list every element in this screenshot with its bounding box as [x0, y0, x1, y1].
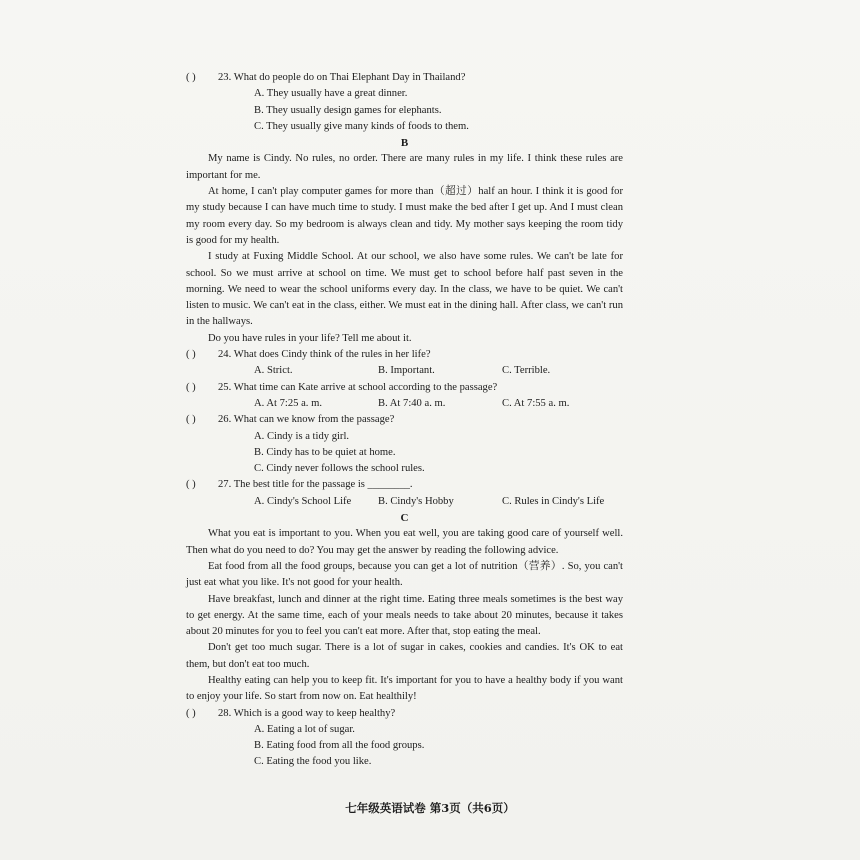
passage-c-paragraph: What you eat is important to you. When you eat well, you are taking good care of yourself well. Then what do you need to do? You may get the answer by reading the following advice.	[186, 528, 623, 556]
option-a: A. They usually have a great dinner.	[254, 88, 408, 100]
option-a: A. Strict.	[254, 365, 293, 377]
option-c: C. Rules in Cindy's Life	[502, 495, 605, 507]
passage-b-paragraph: My name is Cindy. No rules, no order. There are many rules in my life. I think these rules are important for me.	[186, 153, 623, 181]
option-b: B. Important.	[378, 365, 435, 377]
question-stem: 23. What do people do on Thai Elephant Day in Thailand?	[218, 72, 466, 83]
question-27	[186, 477, 623, 493]
question-stem: 28. Which is a good way to keep healthy?	[218, 707, 396, 719]
option-c: C. Eating the food you like.	[254, 756, 372, 768]
answer-blank[interactable]: ( )	[186, 479, 196, 491]
passage-c-paragraph: Healthy eating can help you to keep fit. It's important for you to have a healthy body if you want to enjoy your life. So start from now on. Eat healthily!	[186, 674, 623, 703]
option-c: C. At 7:55 a. m.	[502, 397, 570, 409]
question-28	[186, 706, 623, 722]
option-c: C. Cindy never follows the school rules.	[254, 463, 425, 475]
option-c: C. They usually give many kinds of foods to them.	[254, 120, 469, 132]
option-a: A. At 7:25 a. m.	[254, 397, 322, 409]
answer-blank[interactable]: ( )	[186, 72, 196, 83]
options-row	[186, 363, 623, 379]
question-26	[186, 412, 623, 428]
option-b: B. Eating food from all the food groups.	[254, 740, 425, 752]
section-b-label: B	[400, 137, 409, 150]
question-25	[186, 380, 623, 396]
option-c: C. Terrible.	[502, 365, 551, 377]
option-a: A. Cindy's School Life	[254, 495, 352, 507]
option-a: A. Eating a lot of sugar.	[254, 723, 355, 735]
question-stem: 26. What can we know from the passage?	[218, 414, 395, 426]
option-b: B. At 7:40 a. m.	[378, 397, 446, 409]
question-23	[186, 70, 623, 86]
option-b: B. Cindy's Hobby	[378, 495, 454, 507]
passage-b-paragraph: At home, I can't play computer games for more than（超过）half an hour. I think it is good for my study because I can have much time to study. I must make the bed after I get up. And I must clean my room every day. So my bedroom is always clean and tidy. My mother says keeping the room tidy is good for my health.	[186, 186, 623, 246]
question-stem: 25. What time can Kate arrive at school according to the passage?	[218, 381, 498, 393]
options-row	[186, 396, 623, 412]
option-b: B. Cindy has to be quiet at home.	[254, 446, 396, 458]
options-row	[186, 494, 623, 510]
passage-b-paragraph: Do you have rules in your life? Tell me about it.	[208, 332, 412, 344]
page-content	[186, 70, 623, 771]
answer-blank[interactable]: ( )	[186, 414, 196, 426]
question-24	[186, 347, 623, 363]
question-stem: 27. The best title for the passage is ________.	[218, 479, 413, 491]
passage-c-paragraph: Don't get too much sugar. There is a lot of sugar in cakes, cookies and candies. It's OK to eat them, but don't eat too much.	[186, 642, 623, 670]
passage-c-paragraph: Eat food from all the food groups, because you can get a lot of nutrition（营养）. So, you can't just eat what you like. It's not good for your health.	[186, 560, 623, 589]
page-footer: 七年级英语试卷 第3页（共6页）	[345, 801, 515, 815]
answer-blank[interactable]: ( )	[186, 349, 196, 361]
answer-blank[interactable]: ( )	[186, 707, 196, 719]
passage-c-paragraph: Have breakfast, lunch and dinner at the right time. Eating three meals sometimes is the best way to get energy. At the same time, each of your meals needs to take about 20 minutes, because it takes about 20 minutes for you to feel you can't eat more. After that, stop eating the meal.	[186, 593, 623, 638]
answer-blank[interactable]: ( )	[186, 381, 196, 393]
passage-b-paragraph: I study at Fuxing Middle School. At our school, we also have some rules. We can't be late for school. So we must arrive at school on time. We must get to school before half past seven in the morning. We need to wear the school uniforms every day. In the class, we have to be quiet. We can't listen to music. We can't eat in the class, either. We must eat in the dining hall. After class, we can't run in the hallways.	[186, 251, 623, 328]
section-c-label: C	[400, 512, 409, 525]
question-stem: 24. What does Cindy think of the rules in her life?	[218, 349, 431, 361]
option-b: B. They usually design games for elephants.	[254, 104, 442, 116]
option-a: A. Cindy is a tidy girl.	[254, 430, 350, 442]
